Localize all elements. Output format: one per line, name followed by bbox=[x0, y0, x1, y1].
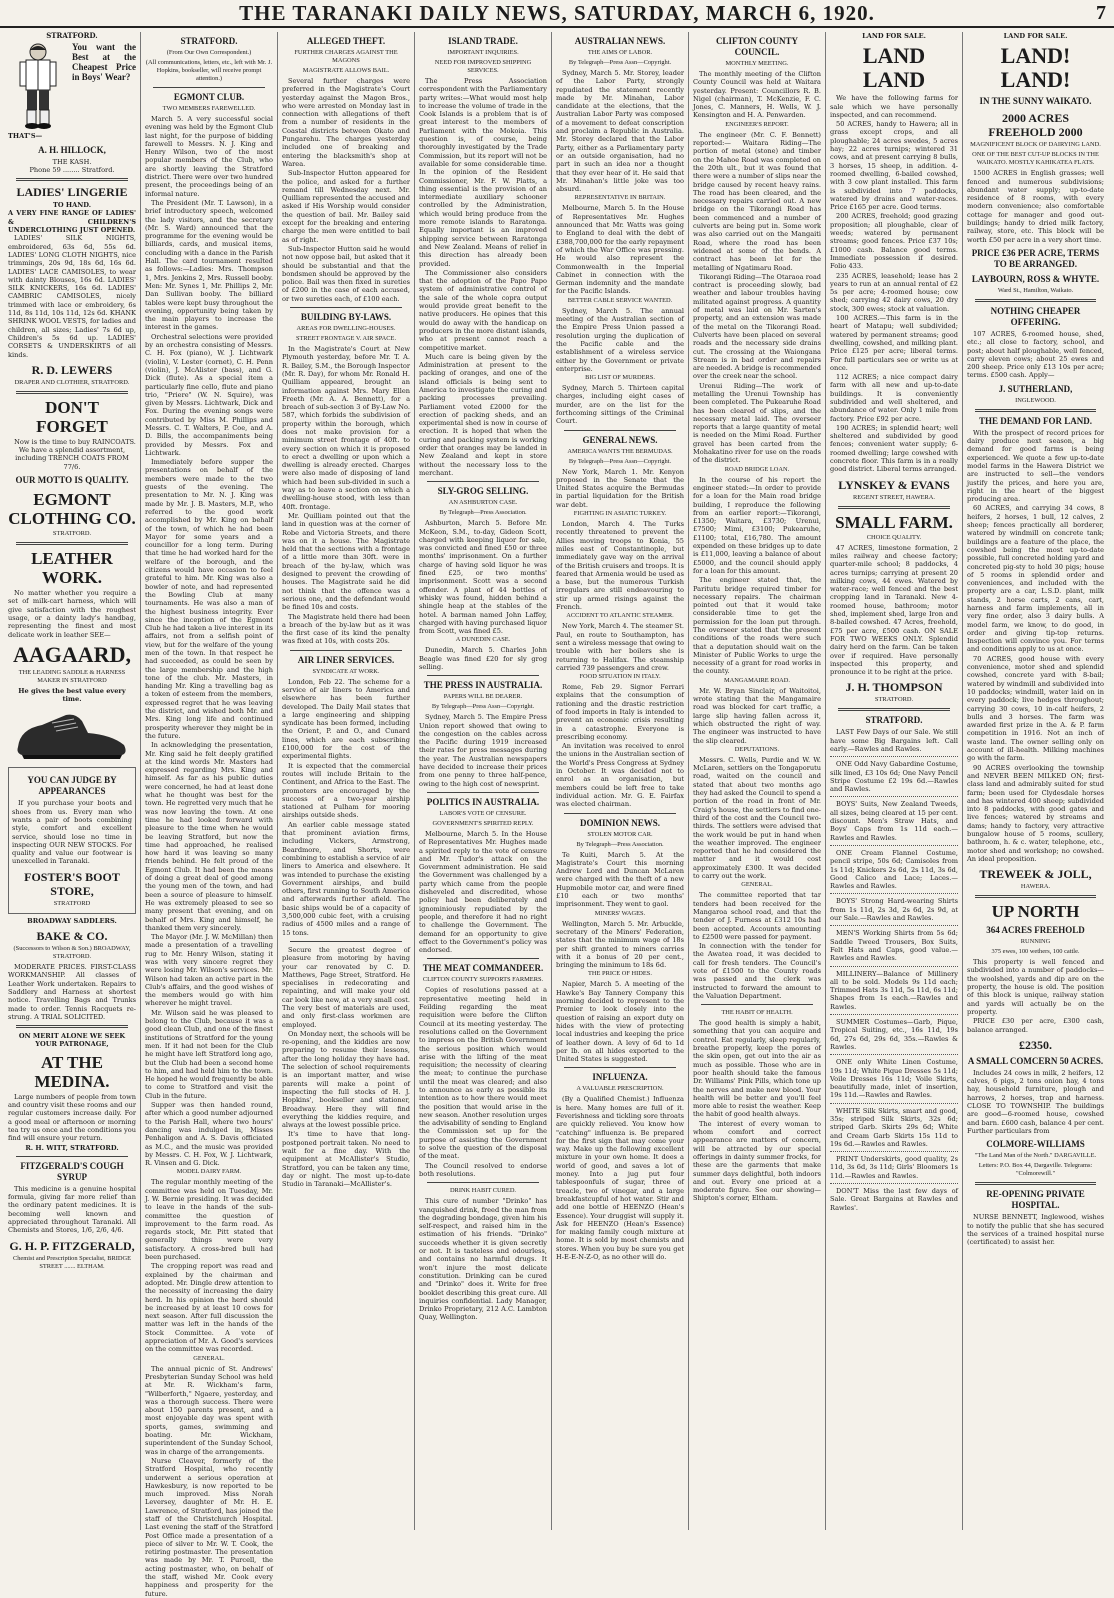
lewers-sub: DRAPER AND CLOTHIER, STRATFORD. bbox=[14, 378, 130, 386]
bake-body: MODERATE PRICES. FIRST-CLASS WORKMANSHIP. All classes of Leather Work undertaken. Repairs to Saddlery and Harness at shortest notice. Travelling Bags and Trunks made to order. Tennis Racquets re-strung. A TRIAL SOLICITED. bbox=[8, 963, 136, 1021]
rawles-item: ONE Odd Navy Gabardine Costume, silk lined, £3 10s 6d; One Navy Pencil Stripe Costume £2 19s 6d.—Rawles and Rawles. bbox=[830, 760, 958, 794]
hillock-phone: Phone 59 ........ Stratford. bbox=[29, 165, 115, 174]
article-paragraph: The regular monthly meeting of the committee was held on Tuesday, Mr. J. W. Bernie presiding. It was decided to leave in the hands of the sub-committee the question of improvement to the farm road. As regards stock, Mr. Pitt stated that generally things were very satisfactory. A cross-bred bull had been purchased. bbox=[145, 1178, 273, 1262]
boot-illustration bbox=[12, 707, 132, 763]
murders-sub: BIG LIST OF MURDERS. bbox=[585, 374, 655, 382]
column-3-news bbox=[278, 32, 415, 1530]
rawles-item: ONE only White Linen Costume, 19s 11d; White Pique Dresses 5s 11d; Voile Dresses 16s 11d; Voile Skirts, beautifully made, inlet of insertion, 19s 11d.—Rawles and Rawles. bbox=[830, 1058, 958, 1100]
running-body: 375 ewes, 100 wethers, 100 cattle. bbox=[991, 948, 1080, 956]
column-5-news bbox=[552, 32, 689, 1530]
column-7-land bbox=[826, 32, 963, 1530]
article-paragraph: Sub-Inspector Hutton appeared for the police, and asked for a further remand till Wednesday next. Mr. Quilliam represented the accused and asked if His Worship would consider the question of bail. Mr. Bailey said except for the breaking and entering charge the men were entitled to bail as of right. bbox=[282, 169, 410, 244]
car-by: By Telegraph—Press Association. bbox=[576, 840, 664, 848]
article-paragraph: London, March 4. The Turks recently threatened to prevent the Allies moving troops to Konia, 55 miles east of Constantinople, but immediately gave way on the arrival of the British cruisers and troops. It is feared that Armenia would be used as a base, but the numerous Turkish irregulars are still endeavouring to stir up armed risings against the French. bbox=[556, 520, 684, 612]
article-paragraph: Urenui Riding—The work of metalling the Urenui Township has been completed. The Pukearuhe Road has been cleared of slips, and the necessary metal laid. The overseer reports that a large quantity of metal is needed on the Mimi Road. Further gravel has been carted from the Mohakatino river for use on the roads of the district. bbox=[693, 381, 821, 465]
laybourn-addr: Ward St., Hamilton, Waikato. bbox=[997, 286, 1074, 294]
article-paragraph: Melbourne, March 5. In the House of Representatives Mr. Hughes announced that Mr. Watts was going to England to deal with the debt of £388,700,000 for the early repayment of which the War Office was pressing. He would also represent the Commonwealth in the Imperial Cabinet in connection with the German indemnity and the mandate for the Pacific Islands. bbox=[556, 204, 684, 296]
general-head: GENERAL. bbox=[193, 1354, 225, 1362]
island-sub2: NEED FOR IMPROVED SHIPPING SERVICES. bbox=[434, 59, 532, 74]
judge-body: If you purchase your boots and shoes from us. Every man who wants a pair of boots combining style, comfort and excellent service, should lose no time in inspecting OUR NEW STOCKS. For quality and value our footwear is unexcelled in Taranaki. bbox=[12, 799, 132, 866]
article-paragraph: Dunedin, March 5. Charles John Beagle was fined £20 for sly grog selling. bbox=[419, 646, 547, 671]
article-paragraph: Orchestral selections were provided by an orchestra consisting of Messrs. C. H. Fox (piano), W. J. Lichtwark (violin), V. Lester (cornet), C. H. Penn (violin), J. McAlister (bass), and G. Dick (flute). As a special item a particularly fine cello, flute and piano trio, "Priere" (W. N. Squire), was given by Messrs. Lichtwark, Dick and Fox. During the evening songs were contributed by Miss M. Phillips and Messrs. C. T. Walters, P. Coe, and A. D. Bills, the accompaniments being provided by Messrs. Fox and Lichtwark. bbox=[145, 332, 273, 457]
farm-listing: 70 ACRES, good house with every convenience, motor shed and splendid cowshed, concrete yard with 8-bail; watered by windmill and subdivided into 10 paddocks; windmill, water laid on in every paddock; live hedges throughout; carrying 30 cows, 10 in-calf heifers, 2 bulls and 3 horses. The farm was awarded first prize in the A. & P. farm competition in 1916. Not an inch of waste land. The owner selling only on account of ill-health. Milking machines go with the farm. bbox=[967, 654, 1104, 763]
bermudas-sub: AMERICA WANTS THE BERMUDAS. bbox=[567, 447, 673, 455]
land-for-sale-label: LAND FOR SALE. bbox=[1003, 32, 1068, 40]
farm-listing: Includes 24 cows in milk, 2 heifers, 12 calves, 6 pigs, 2 tons onion hay, 4 tons hay, household furniture, plough and harrows, 2 horses, trap and harness. CLOSE TO TOWNSHIP. The buildings are good—6-roomed house, cowshed and barn. £600 cash, balance 4 per cent. Further particulars from bbox=[967, 1068, 1104, 1135]
column-8-land bbox=[963, 32, 1108, 1530]
fosters-town: STRATFORD bbox=[53, 899, 91, 907]
ghp-name: G. H. P. FITZGERALD, bbox=[9, 1238, 135, 1253]
rawles-item: BOYS' Strong Hard-wearing Shirts from 1s 11d, 2s 3d, 2s 6d, 2s 9d, at our Sale.—Rawles and Rawles. bbox=[830, 897, 958, 923]
dominion-news-head: DOMINION NEWS. bbox=[579, 817, 660, 828]
corr-line: (From Our Own Correspondent.) bbox=[166, 49, 252, 56]
article-paragraph: In the Magistrate's Court at New Plymouth yesterday, before Mr. T. A. R. Bailey, S.M., the Borough Inspector (Mr. R. Day), for whom Mr. Ronald H. Quilliam appeared, brought an information against Mrs. Mary Ellen Freeth (Mr. A. A. Bennett), for a breach of sub-section 3 of By-Law No. 587, which forbids the subdivision of property within the borough, which does not make provision for a minimum street frontage of 40ft. to every section on which it is proposed to erect a dwelling or upon which a dwelling is already erected. Charges were also made of disposing of land which had been sub-divided in such a way as to leave a section on which a dwelling-house stood, with less than 40ft. frontage. bbox=[282, 345, 410, 511]
colmore-name: COLMORE-WILLIAMS bbox=[986, 1139, 1085, 1150]
thompson-name: J. H. THOMPSON bbox=[845, 680, 943, 695]
food-sub: FOOD SITUATION IN ITALY. bbox=[579, 673, 661, 681]
page-number: 7 bbox=[1096, 2, 1106, 24]
farm-listing: 60 ACRES, and carrying 34 cows, 8 heifers, 2 horses, 1 bull, 12 calves, 2 sheep; fences practically all borderer, watered by windmill on concrete tank; buildings are a feature of the place, the cowshed being the most up-to-date possible, full concreted holding yard and concreted pig-sty to hold 30 pigs; house of 5 rooms in splendid order and conveniences, and included with the property are a car, L.S.D. plant, milk stands, 2 horse carts, 2 cans, cart, harness and farm implements, all in very fine order, also 3 dairy bulls. A model farm, we know, to do good, in order and giving tip-top returns. Inspection will convince you. For terms and conditions apply to us at once. bbox=[967, 504, 1104, 654]
farm-listing: 50 ACRES, handy to Hawera; all in grass except crops, and all ploughable; 24 acres swedes, 5 acres hay; 22 acres turnips; wintered 31 cows, and at present carrying 8 bulls, 3 horses, 15 sheep, in addition. 4-roomed dwelling, 6-bailed cowshed, with 3 cow plant installed. This farm is subdivided into 7 paddocks, watered by drains and water-races. Price £165 per acre. Good terms. bbox=[830, 120, 958, 212]
leather-title: LEATHER WORK. bbox=[31, 549, 113, 588]
dont-forget-body: Now is the time to buy RAINCOATS. We have a splendid assortment, including TRENCH COATS FROM 77/6. bbox=[14, 437, 136, 471]
article-paragraph: The Council resolved to endorse both resolutions. bbox=[419, 1161, 547, 1178]
article-paragraph: Sydney, March 5. The annual meeting of the Australian section of the Empire Press Union passed a resolution urging the duplication of the Pacific cable and the establishment of a wireless service either by the Government or private enterprise. bbox=[556, 306, 684, 373]
demand-head: THE DEMAND FOR LAND. bbox=[978, 415, 1092, 426]
bylaws-sub1: AREAS FOR DWELLING-HOUSES. bbox=[296, 325, 396, 333]
clifton-sub: MONTHLY MEETING. bbox=[725, 60, 789, 67]
bylaws-sub2: STREET FRONTAGE V. AIR SPACE. bbox=[295, 335, 397, 343]
medina-title: AT THE MEDINA. bbox=[34, 1052, 110, 1091]
sly-grog-head: SLY-GROG SELLING. bbox=[437, 486, 529, 497]
eng-sub: ENGINEER'S REPORT. bbox=[725, 120, 789, 128]
colmore-letters: Letters: P.O. Box 44, Dargaville. Telegrams: "Colmorewill." bbox=[978, 1162, 1093, 1178]
land-for-sale-label: LAND FOR SALE. bbox=[862, 32, 926, 40]
turkey-sub: FIGHTING IN ASIATIC TURKEY. bbox=[573, 510, 667, 518]
commander-sub: CLIFTON COUNTY SUPPORTS FARMERS. bbox=[422, 976, 544, 984]
politics-sub2: GOVERNMENT'S SPIRITED REPLY. bbox=[432, 819, 534, 827]
article-paragraph: The Press Association correspondent with the Parliamentary party writes:—What would most help to increase the volume of trade in the Cook Islands is a problem that is of great interest to the members of Parliament with the Mokoia. This question is, of course, being thoroughly investigated by the Trade Commission, but its report will not be available for some considerable time. In the opinion of the Resident Commissioner, Mr. F. W. Platts, a thing essential is the provision of an intermediate auxiliary schooner controlled by the Administration, which would bring produce from the more remote islands to Raratonga. Equally important is an improved shipping service between Raratonga and New Zealand. Means of relief in this direction has already been provided. bbox=[419, 77, 547, 268]
running-label: RUNNING bbox=[1020, 938, 1051, 946]
hillock-thats: THAT'S— bbox=[8, 132, 43, 141]
article-paragraph: An earlier cable message stated that prominent aviation firms, including Vickers, Armstrong, Beardmore, and Shorts, were combining to establish a service of air liners to America and elsewhere. It was intended to purchase the existing Government airships, and build others, first running to South America and afterwards further afield. The basic ships would be of a capacity of 3,500,000 cubic feet, with a cruising radius of 4500 miles and a range of 15 tons. bbox=[282, 820, 410, 937]
article-paragraph: Copies of resolutions passed at a representative meeting held in Feilding regarding the meat requisition were before the Clifton Council at its meeting yesterday. The resolutions called on the Government to impress on the British Government the serious position which would arise with the lifting of the meat requisition; the necessity of clearing the meat; to continue the purchase until the meat was cleared; and also to announce as early as possible its intention as to how there would meet the position that would arise in the new season. Another resolution urges the advisability of sending to England the Commission set up for the purpose of assisting the Government to solve the question of the disposal of the meat. bbox=[419, 986, 547, 1161]
article-paragraph: Sydney, March 5. Thirteen capital charges, including eight cases of murder, are on the list for the forthcoming sittings of the Criminal Court. bbox=[556, 384, 684, 426]
bylaws-head: BUILDING BY-LAWS. bbox=[300, 312, 392, 323]
politics-head: POLITICS IN AUSTRALIA. bbox=[426, 796, 540, 807]
article-paragraph: The Magistrate held there had been a breach of the by-law but as it was the first case of its kind the penalty was fixed at 10s, with costs 20s. bbox=[282, 612, 410, 646]
theft-sub: FURTHER CHARGES AGAINST THE MAGONS bbox=[294, 49, 398, 64]
article-paragraph: It is expected that the commercial routes will include Britain to the Continent, and Africa to the East. The promoters are encouraged by the success of a two-year airship stationed at Pulham for mooring airships outside sheds. bbox=[282, 761, 410, 820]
bake-name: BAKE & CO. bbox=[36, 929, 108, 944]
article-paragraph: Much care is being given by the Administration at present to the packing of oranges, and one of the island officials is being sent to America to investigate the curing and packing processes prevailing. Parliament voted £2000 for the erection of packing sheds, and an experimental shed is now in course of erection. It is hoped that when the curing and packing system is working order that oranges may be landed in New Zealand and kept in store without the necessary loss to the merchant. bbox=[419, 352, 547, 477]
egmont-town: STRATFORD. bbox=[52, 530, 92, 538]
rawles-item: MEN'S Working Shirts from 5s 6d; Saddle Tweed Trousers, Box Suits, Felt Hats and Caps, good value.—Rawles and Rawles. bbox=[830, 929, 958, 963]
article-paragraph: In the course of his report the engineer stated:—In order to provide for a loan for the Main road bridge building, I reproduce the following from an earlier report:—Tikorangi, £1350; Waitara, £3730; Urenui, £7500; Mimi, £3100; Pukearuhe, £1100; total, £16,780. The amount expended on these bridges up to date is £11,000, leaving a balance of about £5000, and the council should apply for a loan for this amount. bbox=[693, 475, 821, 575]
island-head: ISLAND TRADE. bbox=[448, 36, 518, 46]
general-news-head: GENERAL NEWS. bbox=[582, 434, 658, 445]
motto: OUR MOTTO IS QUALITY. bbox=[15, 475, 129, 486]
article-paragraph: It's time to have that long-postponed portrait taken. No need to wait for a fine day. With the equipment at McAllister's Studio, Stratford, you can be taken any time, day or night. The most up-to-date Studio in Taranaki—McAllister's. bbox=[282, 1130, 410, 1189]
land-land-title: LAND LAND bbox=[862, 43, 926, 93]
bridge-sub: ROAD BRIDGE LOAN. bbox=[724, 465, 790, 473]
rawles-item: ONE Cream Flannel Costume, pencil stripe, 50s 6d; Camisoles from 1s 11d; Knickers 2s 6d, 2s 11d, 3s 6d, Good Calico and Lace; Laces.—Rawles and Rawles. bbox=[830, 848, 958, 891]
ladies-intro: A VERY FINE RANGE OF LADIES' & CHILDREN'S UNDERCLOTHING JUST OPENED. bbox=[8, 209, 136, 235]
presc-sub: A VALUABLE PRESCRIPTION. bbox=[576, 1085, 664, 1093]
treweek-town: HAWERA. bbox=[1020, 883, 1051, 891]
article-paragraph: The monthly meeting of the Clifton County Council was held at Waitara yesterday. Present: Councillors R. B. Nigel (chairman), T. McKenzie, F. C. Jones, C. Manners, H. Wells, W. J. Kensington and H. A. Penwarden. bbox=[693, 70, 821, 120]
farewell-sub: TWO MEMBERS FAREWELLED. bbox=[162, 105, 256, 112]
farm-listing: 100 ACRES.—This farm is in the heart of Matapu; well subdivided; watered by permanent streams; good dwelling, cowshed, and milking plant. Price £125 per acre; liberal terms. For full particulars see or write us at once. bbox=[830, 314, 958, 372]
gen-by: By Telegraph—Press Assn—Copyright. bbox=[568, 457, 672, 465]
drink-head: DRINK HABIT CURED. bbox=[449, 1187, 517, 1195]
witt: R. H. WITT, STRATFORD. bbox=[25, 1143, 119, 1152]
article-paragraph: On Monday next, the schools will be re-opening, and the kiddies are now preparing to resume their lessons, after the long holiday they have had. The selection of school requirements is an important matter, and wise parents will make a point of inspecting the full stocks of H. J. Hopkins', bookseller and stationer, Broadway. Here they will find everything the kiddies require, and always at the lowest possible price. bbox=[282, 1029, 410, 1130]
article-paragraph: March 5. A very successful social evening was held by the Egmont Club last night, for the purpose of bidding farewell to Messrs. N. J. King and Henry Wilson, two of the most popular members of the Club, who are shortly leaving the Stratford district. There were over two hundred present, the proceedings being of an informal nature. bbox=[145, 115, 273, 198]
column-6-clifton bbox=[689, 32, 826, 1530]
article-paragraph: An invitation was received to enrol the unions in the Australian section of the World's Press Congress at Sydney in October. It was decided not to enrol as an organisation, but members could be left free to take individual action. Mr. G. E. Fairfax was elected chairman. bbox=[556, 742, 684, 809]
farm-listing: 235 ACRES, leasehold; lease has 2 years to run at an annual rental of £2 5s per acre; 4-roomed house; cow shed; carrying 42 dairy cows, 20 dry stock, 300 ewes; stock at valuation. bbox=[830, 271, 958, 313]
nothing-cheaper: NOTHING CHEAPER OFFERING. bbox=[990, 305, 1081, 327]
medina-pre: ON MERIT ALONE WE SEEK YOUR PATRONAGE, bbox=[18, 1032, 126, 1049]
aims-sub: THE AIMS OF LABOR. bbox=[587, 49, 653, 56]
article-paragraph: Mr. Quilliam pointed out that the land in question was at the corner of Robe and Victoria Streets, and there was on it a house. The Magistrate held that the sections with a frontage of a little more than 30ft. were in breach of the by-law, which was designed to prevent the crowding of houses. The Magistrate said he did not think that the offence was a serious one, and the defendant would be fined 10s and costs. bbox=[282, 511, 410, 612]
article-paragraph: In acknowledging the presentation, Mr. King said he felt deeply gratified at the kind words Mr. Masters had expressed regarding Mrs. King and himself. As far as his public duties were concerned, he had at least done what he thought was best for the town. He regretted very much that he was now leaving the town. At one time he had looked forward with pleasure to the time when he would be leaving Stratford, but now the time had approached, he realised how hard it was leaving so many friends behind. He felt proud of the Egmont Club. It had been the means of doing a great deal of good among the young men of the town, and had been a source of pleasure to himself. He was extremely pleased to see so many present that evening, and on behalf of Mrs. King and himself, he thanked them very sincerely. bbox=[145, 741, 273, 932]
article-paragraph: Rome, Feb 29. Signor Ferrari explains that the consumption of rationing and the drastic restriction of food imports in Italy is intended to prevent an economic crisis resulting in a catastrophe. Everyone is prescribing economy. bbox=[556, 683, 684, 741]
rawles-item: LAST Few Days of our Sale. We still have some Big Bargains left. Call early.—Rawles and Rawles. bbox=[830, 728, 958, 753]
article-paragraph: Immediately before supper the presentations on behalf of the members were made to the two guests of the evening. The presentation to Mr. N. J. King was made by Mr. J. B. Masters, M.P., who referred to the good work accomplished by Mr. King on behalf of the town, of which he had been Mayor for some years and a councillor for a long term. During that time he had worked hard for the welfare of the borough, and the citizens would have occasion to feel grateful to him. Mr. King was also a bowler of note, and had represented the Bowling Club at many tournaments. He was also a man of the highest business integrity. Ever since the inception of the Egmont Club he had taken a live interest in its affairs, not from a selfish point of view, but for the welfare of the young men of the town. In that respect he had succeeded, as could be seen by the large membership and the high tone of the club. Mr. Masters, in handing Mr. King a travelling bag as a token of esteem from the members, expressed regret that he was leaving the district, and wished both Mr. and Mrs. King long life and continued prosperity wherever they might be in the future. bbox=[145, 458, 273, 740]
article-paragraph: Te Kuiti, March 5. At the Magistrate's Court this morning Andrew Lord and Duncan McLaren were charged with the theft of a new Hupmobile motor car, and were fined £10 each or two months' imprisonment. They went to gaol. bbox=[556, 850, 684, 909]
model-dairy-head: MODEL DAIRY FARM. bbox=[176, 1168, 242, 1176]
cough-body: This medicine is a genuine hospital formula, giving far more relief than the ordinary patent medicines. It is becoming well known and appreciated throughout Taranaki. All Chemists and Stores, 1/6, 2/6, 4/6. bbox=[8, 1184, 136, 1235]
masthead bbox=[0, 0, 1114, 28]
miners-sub: MINERS' WAGES. bbox=[594, 909, 646, 917]
article-paragraph: The interest of every woman to whom comfort and correct appearance are matters of concern, will be attracted by our special offerings in dainty summer frocks, for these are the garments that make summer days delightful, both indoors and out. Every one priced at a moderate figure. See our showing—Shipton's corner, Eltham. bbox=[693, 1119, 821, 1203]
column-2-stratford bbox=[141, 32, 278, 1598]
freehold-headline: 2000 ACRES FREEHOLD 2000 bbox=[988, 111, 1083, 140]
car-sub: STOLEN MOTOR CAR. bbox=[587, 830, 653, 838]
waikato-sub: IN THE SUNNY WAIKATO. bbox=[979, 96, 1092, 107]
farm-listing: 112 ACRES; a nice compact dairy farm with all new and up-to-date buildings. It is conveniently subdivided and well sheltered, and abundance of water. Only 1 mile from factory. Price £92 per acre. bbox=[830, 373, 958, 423]
rep-sub: REPRESENTATIVE IN BRITAIN. bbox=[574, 194, 666, 202]
article-paragraph: Tikorangi Riding—The Otaraoa road contract is proceeding slowly, bad weather and labour troubles having militated against progress. A quantity of metal was laid on Mr. Sarten's property, and an extension was made of the metal on the Tikorangi Road. Culverts have been placed on several roads and the necessary side drains cut. The crossing at the Waiongana Stream is in bad order and repairs are needed. A bridge is recommended over the creek near the school. bbox=[693, 272, 821, 381]
column-1-ads bbox=[4, 32, 141, 1530]
rawles-item: SUMMER Costumes—Garb, Pique, Tropical Suiting, etc., 16s 11d, 19s 6d, 27s 6d, 29s 6d, 35s.—Rawles & Rawles. bbox=[830, 1018, 958, 1051]
blocks-sub: ONE OF THE BEST CUT-UP BLOCKS IN THE WAIKATO. MOSTLY KAHIKATEA FLATS. bbox=[972, 151, 1099, 167]
rawles-item: WHITE Silk Skirts, smart and good, 35s; striped Silk Skirts, 32s 6d; striped Garb. Skirts 29s 6d; White and Cream Garb Skirts 15s 11d to 19s 6d.—Rawles and Rawles. bbox=[830, 1106, 958, 1148]
press-by: By Telegraph—Press Assn—Copyright. bbox=[431, 703, 535, 711]
egmont-club-head: EGMONT CLUB. bbox=[173, 92, 245, 102]
island-sub: IMPORTANT INQUIRIES. bbox=[447, 49, 519, 56]
article-paragraph: With the prospect of record prices for dairy produce next season, a big demand for good farms is being experienced. We quote a few up-to-date model farms in the Hawera District we are instructed to sell—the vendors justify the prices, and here you are, right in the heart of the biggest producing area. bbox=[967, 428, 1104, 504]
judge-title: YOU CAN JUDGE BY APPEARANCES bbox=[27, 775, 117, 797]
australian-news-head: AUSTRALIAN NEWS. bbox=[574, 36, 666, 46]
general-sub: GENERAL. bbox=[741, 881, 773, 889]
article-paragraph: Several further charges were preferred in the Magistrate's Court yesterday against the Magon Bros., who were arrested on Monday last in connection with allegations of theft from a number of residents in the Coastal districts between Okato and Pungarehu. The charges yesterday included one of breaking and entering the blacksmith's shop at Warea. bbox=[282, 77, 410, 168]
bake-sub: (Successors to Wilson & Son.) BROADWAY, STRATFORD. bbox=[13, 945, 131, 961]
rawles-item: MILLINERY—Balance of Millinery all to be sold. Models 9s 11d each; Trimmed Hats 3s 11d, 5s 11d, 6s 11d; Shapes from 1s each.—Rawles and Rawles. bbox=[830, 969, 958, 1011]
boy-figure-illustration bbox=[8, 42, 68, 130]
corr-note: (All communications, letters, etc., left with Mr. J. Hopkins, bookseller, will receive prompt attention.) bbox=[145, 59, 273, 82]
concern-price: £2350. bbox=[1019, 1037, 1052, 1052]
article-paragraph: In connection with the tender for the Awatea road, it was decided to call for fresh tenders. The Council's vote of £1500 to the County roads was passed and the clerk was instructed to forward the amount to the Valuation Department. bbox=[693, 942, 821, 1000]
hides-sub: THE PRICE OF HIDES. bbox=[588, 970, 652, 978]
up-north-sub: 364 ACRES FREEHOLD bbox=[986, 925, 1085, 936]
stratford-head: STRATFORD. bbox=[180, 36, 238, 46]
habit-sub: THE HABIT OF HEALTH. bbox=[721, 1009, 793, 1017]
concern-sub: A SMALL COMCERN 50 ACRES. bbox=[967, 1055, 1104, 1066]
newspaper-title: THE TARANAKI DAILY NEWS, SATURDAY, MARCH 6, 1920. bbox=[239, 0, 875, 25]
hillock-name: A. H. HILLOCK, bbox=[38, 144, 106, 155]
airliner-head: AIR LINER SERVICES. bbox=[297, 654, 395, 665]
fosters-ad bbox=[8, 767, 136, 913]
cough-title: FITZGERALD'S COUGH SYRUP bbox=[20, 1160, 124, 1182]
airliner-sub: SYNDICATE AT WORK. bbox=[312, 667, 380, 675]
article-paragraph: Ashburton, March 5. Before Mr. McKeon, S.M., to-day, Gideon Scott, charged with keeping liquor for sale, was convicted and fined £50 or three months' imprisonment. On a further charge of having sold liquor he was fined £25, or two months' imprisonment. Scott was a second offender. A plant of 44 bottles of whisky was found, hidden behind a shingle heap at the stables of the hotel. A barman named John Laffey, charged with having purchased liquor from Scott, was fined £5. bbox=[419, 519, 547, 636]
leather-body: No matter whether you require a set of milk-cart harness, which will give satisfaction with the roughest usage, or a dainty lady's handbag, representing the finest and most delicate work in leather SEE— bbox=[8, 589, 136, 639]
article-paragraph: The annual picnic of St. Andrews' Presbyterian Sunday School was held at Mr. R. Wickham's farm, "Wilberforth," Ngaere, yesterday, and was a thorough success. There were about 150 parents present, and a most enjoyable day was spent with sports, games, swimming and boating. Mr. Wickham, superintendent of the Sunday School, was in charge of the arrangements. bbox=[145, 1364, 273, 1456]
article-paragraph: The committee reported that tar tenders had been received for the Mangaroa school road, and that the tender of J. Furness at £312 10s had been accepted. Accounts amounting to £2500 were passed for payment. bbox=[693, 891, 821, 941]
article-paragraph: Mr. Wilson said he was pleased to belong to the Club, because it was a good clean Club, and one of the finest institutions of Stratford for the young men. If it had not been for the Club he might have left Stratford long ago, but the Club had been a second home to him, and had held him to the town. He hoped he would frequently be able to come to Stratford and visit the Club in the future. bbox=[145, 1008, 274, 1100]
lynskey-addr: REGENT STREET, HAWERA. bbox=[853, 493, 935, 501]
influenza-head: INFLUENZA. bbox=[592, 1072, 648, 1083]
lewers-name: R. D. LEWERS bbox=[31, 362, 113, 377]
article-paragraph: Wellington, March 5. Mr. Arbuckle, secretary of the Miners' Federation, states that the minimum wage of 18s per shift granted to miners carries with it a bonus of 20 per cent., bringing the minimum to 18s 6d. bbox=[556, 919, 684, 970]
article-paragraph: Sydney, March 5. The Empire Press Union report showed that owing to the congestion on the cables across the Pacific during 1919 increased their rates for press messages during the year. The Australian newspapers have decided to increase their prices from one penny to three half-pence, owing to the high cost of newsprint. bbox=[419, 713, 547, 788]
hospital-head: RE-OPENING PRIVATE HOSPITAL. bbox=[986, 1189, 1085, 1211]
article-paragraph: (By a Qualified Chemist.) Influenza is here. Many homes are full of it. Feverishness and tickling sore throats are quickly relieved. You know how "catching" influenza is. Be prepared for the first sign that may come your way. Make up the following excellent mixture in your own home. It does a world of good, and saves a lot of money. Into a jug put four tablespoonfuls of sugar, three of treacle, two of vinegar, and a large breakfastcupful of hot water. Stir and add one bottle of HEENZO (Hean's Essence). Your druggist will supply it. Ask for HEENZO (Hean's Essence) for making family cough mixture at home. It is sold by most chemists and stores. When you buy be sure you get H-E-E-N-Z-O, as no other will do. bbox=[556, 1095, 684, 1262]
article-paragraph: New York, March 4. The steamer St. Paul, en route to Southampton, has sent a wireless message that owing to trouble with her boilers she is returning to Halifax. The steamship carried 739 passengers and crew. bbox=[556, 622, 684, 672]
laybourn-name: LAYBOURN, ROSS & WHYTE. bbox=[971, 273, 1100, 284]
lynskey-name: LYNSKEY & EVANS bbox=[838, 477, 950, 492]
rawles-items bbox=[830, 728, 958, 1212]
aagaard-tag: He gives the best value every time. bbox=[18, 686, 126, 704]
cable-sub: BETTER CABLE SERVICE WANTED. bbox=[567, 296, 673, 304]
farm-listing: 200 ACRES, freehold; good grazing proposition; all ploughable, clear of weeds; watered by permanent streams; good fences. Price £37 10s; £1000 cash. Balance good terms. Immediate possession if desired. Folio 433. bbox=[830, 212, 958, 271]
farm-listing: 90 ACRES overlooking the township and NEVER BEEN MILKED ON; first-class land and admirably suited for stud farm; been used for Clydesdale horses and has wintered 400 sheep; subdivided into 8 paddocks, with good gates and live fences; watered by streams and dams; handy to factory, very attractive bungalow house of 5 rooms, scullery, bathroom, h. & c. water, telephone, etc., motor shed and workshop; no cowshed. An ideal proposition. bbox=[967, 763, 1104, 863]
article-paragraph: The engineer (Mr. C. F. Bennett) reported:— Waitara Riding—The portion of metal (stone) and timber on the Mahoe Road was completed on the 20th ult., but it was found that there were a number of slips near the bridge caused by recent heavy rains. The road has been cleared, and the necessary repairs carried out. A new bridge on the Tikorangi Road has been commenced and a number of culverts are being put in. Some work was also carried out on the Mangaiti Road, where the road has been widened at some of the bends. A contract has been let for the metalling of Ngatimaru Road. bbox=[693, 130, 821, 272]
press-sub: PAPERS WILL BE DEARER. bbox=[443, 693, 523, 701]
mangamaire-sub: MANGAMAIRE ROAD. bbox=[723, 676, 791, 684]
article-paragraph: Napier, March 5. A meeting of the Hawke's Bay Tannery Company this morning decided to represent to the Premier to look closely into the question of raising an export duty on hides with the view of protecting local industries and keeping the price of leather down. A levy of 6d to 1d per lb. on all hides exported to the United States is suggested. bbox=[556, 980, 684, 1064]
sutherland-town: INGLEWOOD. bbox=[1015, 396, 1056, 404]
small-farm-title: SMALL FARM. bbox=[835, 512, 953, 532]
sutherland-name: J. SUTHERLAND, bbox=[998, 383, 1073, 394]
rawles-item: BOYS' Suits, New Zealand Tweeds, all sizes, being cleared at 15 per cent. discount. Men's Straw Hats, and Boys' Caps from 1s 11d each.—Rawles and Rawles. bbox=[830, 800, 958, 842]
land-exclaim-title: LAND! LAND! bbox=[1000, 43, 1071, 93]
article-paragraph: This cure of number "Drinko" has vanquished drink, freed the man from the degrading bondage, given him his self-respect, and raised him in the estimation of his friends. "Drinko" succeeds whether it is given secretly or not. It is tasteless and odourless, and contains no harmful drugs. It won't injure the most delicate constitution. Drinking can be cured and "Drinko" does it. Write for free booklet describing this great cure. All inquiries confidential. Lady Manager, Drinko Proprietary, 212 A.C. Lambton Quay, Wellington. bbox=[419, 1197, 547, 1322]
hillock-top: STRATFORD. bbox=[46, 31, 98, 40]
thompson-town: STRATFORD. bbox=[874, 696, 914, 704]
article-paragraph: The Commissioner also considers that the adoption of the Papo Papo system of administrative control of the sale of the whole copra output would provide great benefit to the native producers. He opines that this would do away with the handicap on producers in the more distant islands, who at present cannot reach a competitive market. bbox=[419, 268, 547, 352]
medina-body: Large numbers of people from town and country visit these rooms and our regular customers increase daily. For a good meal or afternoon or morning tea try us once and the conditions you find will ensure your return. bbox=[8, 1092, 136, 1143]
article-paragraph: The President (Mr. T. Lawson), in a brief introductory speech, welcomed the lady visitors, and the secretary (Mr. S. Ward) announced that the programme for the evening would be billiards, cards, and musical items, concluding with a dance in the Parish Hall. The card tournament resulted as follows:—Ladies: Mrs. Thompson 1, Mrs. Jenkins 2, Mrs. Russell booby. Men: Mr. Synes 1, Mr. Phillips 2, Mr. Dan Sullivan booby. The billiard tables were kept busy throughout the evening, opportunity being taken by the main players to increase the interest in the games. bbox=[145, 198, 273, 332]
ladies-body: LADIES' SILK NIGHTS, embroidered, 63s 6d, 55s 6d. LADIES' LONG CLOTH NIGHTS, nice trimmings, 20s 9d, 18s 6d, 16s 6d. LADIES' LACE CAMISOLES, to wear with dainty Blouses, 16s 6d. LADIES' SILK KNICKERS, 16s 6d. LADIES' CAMBRIC CAMISOLES, nicely trimmed with lace or embroidery, 6s 11d, 8s 11d, 10s 11d, 12s 6d. KHANK SHRINK WOOL VESTS, for ladies and children, all sizes; Ladies' 7s 6d up, Children's 5s 6d up. LADIES' CORSETS & UNDERSKIRTS of all kinds. bbox=[8, 234, 136, 359]
article-paragraph: Sydney, March 5. Mr. Storey, leader of the Labor Party, strongly repudiated the statement recently made by Mr. Minahan, Labor candidate at the elections, that the Australian Labor Party was composed of a movement to defeat conscription and proclaim a Republic in Australia. Mr. Storey declared that the Labor Party, either as a Parliamentary party or an outside organisation, had no part in such an idea nor a thought that they ever hear of it. He said that Mr. Minahan's little joke was too absurd. bbox=[556, 69, 684, 194]
small-farm-sub: CHOICE QUALITY. bbox=[866, 533, 922, 541]
press-head: THE PRESS IN AUSTRALIA. bbox=[423, 680, 543, 691]
price-line: PRICE £36 PER ACRE, TERMS TO BE ARRANGED. bbox=[971, 247, 1100, 269]
article-paragraph: Sub-Inspector Hutton said he would not now oppose bail, but asked that it should be substantial and that the bondsmen should be approved by the police. Bail was then fixed in sureties of £200 in the case of each accused, or two sureties each, of £100 each. bbox=[282, 244, 410, 303]
aagaard-sub: THE LEADING SADDLE & HARNESS MAKER IN STRATFORD bbox=[18, 668, 126, 684]
atlantic-sub: ACCIDENT TO ATLANTIC STEAMER. bbox=[566, 612, 674, 620]
price-line: PRICE £30 per acre, £300 cash, balance arranged. bbox=[967, 1017, 1104, 1034]
clifton-head: CLIFTON COUNTY COUNCIL. bbox=[715, 36, 799, 57]
rawles-item: DON'T Miss the last few days of Sale. Great Bargains at Rawles and Rawles'. bbox=[830, 1187, 958, 1212]
deput-sub: DEPUTATIONS. bbox=[734, 745, 780, 753]
article-paragraph: This property is well fenced and subdivided into a number of paddocks—the woolshed, yards and dip are on the property, the house is old. The position of this block is unique, railway station and yards will actually be on the property. bbox=[967, 958, 1104, 1016]
land-intro: We have the following farms for sale which we have personally inspected, and can recommend. bbox=[830, 94, 958, 119]
hillock-ad bbox=[8, 42, 136, 130]
bail-sub: MAGISTRATE ALLOWS BAIL. bbox=[302, 67, 390, 74]
article-paragraph: London, Feb 22. The scheme for a service of air liners to America and elsewhere has been further developed. The Daily Mail states that a large engineering and shipping syndicate has been formed, including the Orient, P. and O., and Cunard lines, which are each subscribing £100,000 for the cost of the experimental flights. bbox=[282, 677, 410, 761]
rawles-stratford-head: STRATFORD. bbox=[865, 715, 923, 726]
article-paragraph: Messrs. C. Wells, Purdie and W. W. McLaren, settlers on the Tongaporutu road, waited on the council and stated that about two months ago they had asked the Council to spend a portion of the road in front of Mr. Craig's house, the settlers to find one-third of the cost and the Council two-thirds. The settlers were advised that the work would be put in hand when the weather improved. The engineer reported that he had considered the matter and it would cost approximately £300. It was decided to carry out the work. bbox=[693, 755, 821, 881]
article-paragraph: Nurse Cleaver, formerly of the Stratford Hospital, who recently underwent a serious operation at Hawkesbury, is now reported to be much improved. Miss Norah Leversey, daughter of Mr. H. E. Lawrence, of Stratford, has joined the staff of the Christchurch Hospital. Last evening the staff of the Stratford Post Office made a presentation of a piece of silver to Mr. W. T. Cook, the retiring postmaster. The presentation was made by Mr. T. Purcell, the acting postmaster, who, on behalf of the staff, wished Mr. Cook every happiness and prosperity for the future. bbox=[145, 1456, 273, 1598]
column-4-news bbox=[415, 32, 552, 1530]
up-north-title: UP NORTH bbox=[991, 902, 1080, 922]
article-paragraph: Melbourne, March 5. In the House of Representatives Mr. Hughes made a spirited reply to the vote of censure and Mr. Tudor's attack on the Government administration. He said the Government was challenged by a party which came from the people disheveled and discredited, whose policy had been deliberately and ignominiously repudiated by the people, and therefore it had no right to challenge the Government. The demand for an opportunity to give effect to the Government's policy was endorsed. bbox=[419, 829, 547, 955]
farm-listing: 47 ACRES, limestone formation, 2 miles railway and cheese factory; quarter-mile school; 8 paddocks, 4 acres turnips; carrying at present 20 milking cows, 44 ewes. Watered by water-race; well fenced and the best cropping land in Taranaki. New 4-roomed house, bathroom; motor shed, implement shed, large Iron and 8-bailed cowshed. 47 Acres, freehold, £75 per acre, £500 cash. ON SALE FOR TWO WEEKS ONLY. Splendid dairy herd on the farm. Can be taken over if required. Have personally inspected this property, and pronounce it to be right at the price. bbox=[830, 543, 958, 677]
article-paragraph: Mr. W. Bryan Sinclair, of Waitoitoi, wrote stating that the Mangamaire road was blocked for cart traffic, a large slip having fallen across it, which obstructed the right of way. The engineer was instructed to have the slip cleared. bbox=[693, 686, 821, 745]
hillock-kash: THE KASH. bbox=[52, 157, 92, 166]
article-paragraph: Secure the greatest degree of pleasure from motoring by having your car renovated by C. D. Matthews, Page Street, Stratford. He specialises in redecorating and repainting, and will make your old car look like new, at a very small cost. The very best of materials are used, and only first-class workmen are employed. bbox=[282, 945, 410, 1029]
colmore-sub: "The Land Man of the North." DARGAVILLE. bbox=[974, 1152, 1097, 1160]
article-paragraph: Supper was then handed round, after which a good number adjourned to the Parish Hall, where two hours' dancing was indulged in, Misses Penhaligon and A. S. Davis officiated as M.C., and the music was provided by Messrs. C. H. Fox, W. J. Lichtwark, R. Vinsen and G. Dick. bbox=[145, 1101, 273, 1168]
fosters-name: FOSTER'S BOOT STORE, bbox=[24, 869, 120, 898]
sly-sub: AN ASHBURTON CASE. bbox=[448, 499, 518, 507]
article-paragraph: NURSE BENNETT, Inglewood, wishes to notify the public that she has secured the services of a trained hospital nurse (certificated) to assist her. bbox=[967, 1213, 1104, 1247]
theft-head: ALLEGED THEFT. bbox=[306, 36, 386, 46]
ghp-sub: Chemist and Prescription Specialist, BRIDGE STREET ....... ELTHAM. bbox=[12, 1254, 132, 1270]
article-paragraph: The good health is simply a habit, something that you can acquire and control. Eat regularly, sleep regularly, breathe properly, keep the pores of the skin open, get out into the air as much as possible. Those who are in poor health should take the famous Dr. Williams' Pink Pills, which tone up the nerves and make new blood. Your health will be better and you'll feel more able to resist the weather. Keep the habit of good health always. bbox=[693, 1019, 821, 1119]
farm-listing: 107 ACRES, 6-roomed house, shed, etc.; all close to factory, school, and post; about half ploughable, well fenced, carry eleven cows; about 25 ewes and 200 sheep. Price only £13 10s per acre; terms. £500 cash. Apply— bbox=[967, 329, 1104, 380]
egmont-clothing-name: EGMONT CLOTHING CO. bbox=[8, 490, 136, 529]
farm-listing: 1500 ACRES in English grasses; well fenced and numerous subdivisions; abundant water supply; up-to-date residence of 8 rooms, with every modern convenience; also comfortable cottage for manager and good out-buildings; handy to dried milk factory, railway, store, etc. This block will be worth £50 per acre in a very short time. bbox=[967, 169, 1104, 244]
hillock-question: You want the Best at the Cheapest Price in Boys' Wear? bbox=[72, 42, 136, 83]
bake-top: BROADWAY SADDLERS. bbox=[27, 916, 117, 925]
aagaard-name: AAGAARD, bbox=[13, 641, 131, 667]
rawles-item: PRINT Underskirts, good quality, 2s 11d, 3s 6d, 3s 11d; Girls' Bloomers 1s 11d.—Rawles and Rawles. bbox=[830, 1155, 958, 1180]
article-paragraph: The Mayor (Mr. J. W. McMillan) then made a presentation of a travelling rug to Mr. Henry Wilson, stating it was with very sincere regret they were losing Mr. Wilson's services. Mr. Wilson had taken an active part in the Club's affairs, and the good wishes of the members would go with him wherever he might travel. bbox=[145, 933, 273, 1008]
article-paragraph: The engineer stated that, the Paritutu bridge required timber for necessary repairs. The chairman pointed out that it would take considerable time to get the permission for the loan put through. The overseer stated that the present conditions of the roads were such that a deputation should wait on the Minister of Public Works to urge the necessity of a grant for road works in the county. bbox=[693, 576, 821, 676]
dont-forget-title: DON'T FORGET bbox=[36, 397, 108, 436]
commander-head: THE MEAT COMMANDEER. bbox=[422, 963, 544, 974]
aust-by: By Telegraph—Press Assn—Copyright. bbox=[568, 59, 672, 66]
politics-sub: LABOR'S VOTE OF CENSURE. bbox=[439, 809, 527, 817]
farm-listing: 190 ACRES; in splendid heart; well sheltered and subdivided by good fences; convenient water supply; 6-roomed dwelling; large cowshed with concrete floor. This farm is in a really good district. Liberal terms arranged. bbox=[830, 423, 958, 474]
article-paragraph: The cropping report was read and explained by the chairman and adopted. Mr. Dingle drew attention to the necessity of increasing the dairy herd. In his opinion the herd should be increased by at least 10 cows for next season. After full discussion the matter was left in the hands of the Stock Committee. A vote of appreciation of Mr. A. Good's services on the committee was recorded. bbox=[145, 1262, 273, 1354]
page-columns bbox=[4, 31, 1110, 1598]
ladies-lingerie-title: LADIES' LINGERIE bbox=[16, 185, 128, 200]
treweek-name: TREWEEK & JOLL, bbox=[979, 867, 1092, 882]
dunedin-sub: A DUNEDIN CASE. bbox=[455, 636, 511, 644]
ladies-to-hand: TO HAND. bbox=[52, 201, 92, 210]
mag-sub: MAGNIFICENT BLOCK OF DAIRYING LAND. bbox=[970, 141, 1101, 149]
sly-by: By Telegraph—Press Association. bbox=[439, 509, 527, 517]
article-paragraph: New York, March 1. Mr. Kenyon proposed in the Senate that the United States acquire the Bermudas in partial liquidation for the British war debt. bbox=[556, 467, 684, 509]
